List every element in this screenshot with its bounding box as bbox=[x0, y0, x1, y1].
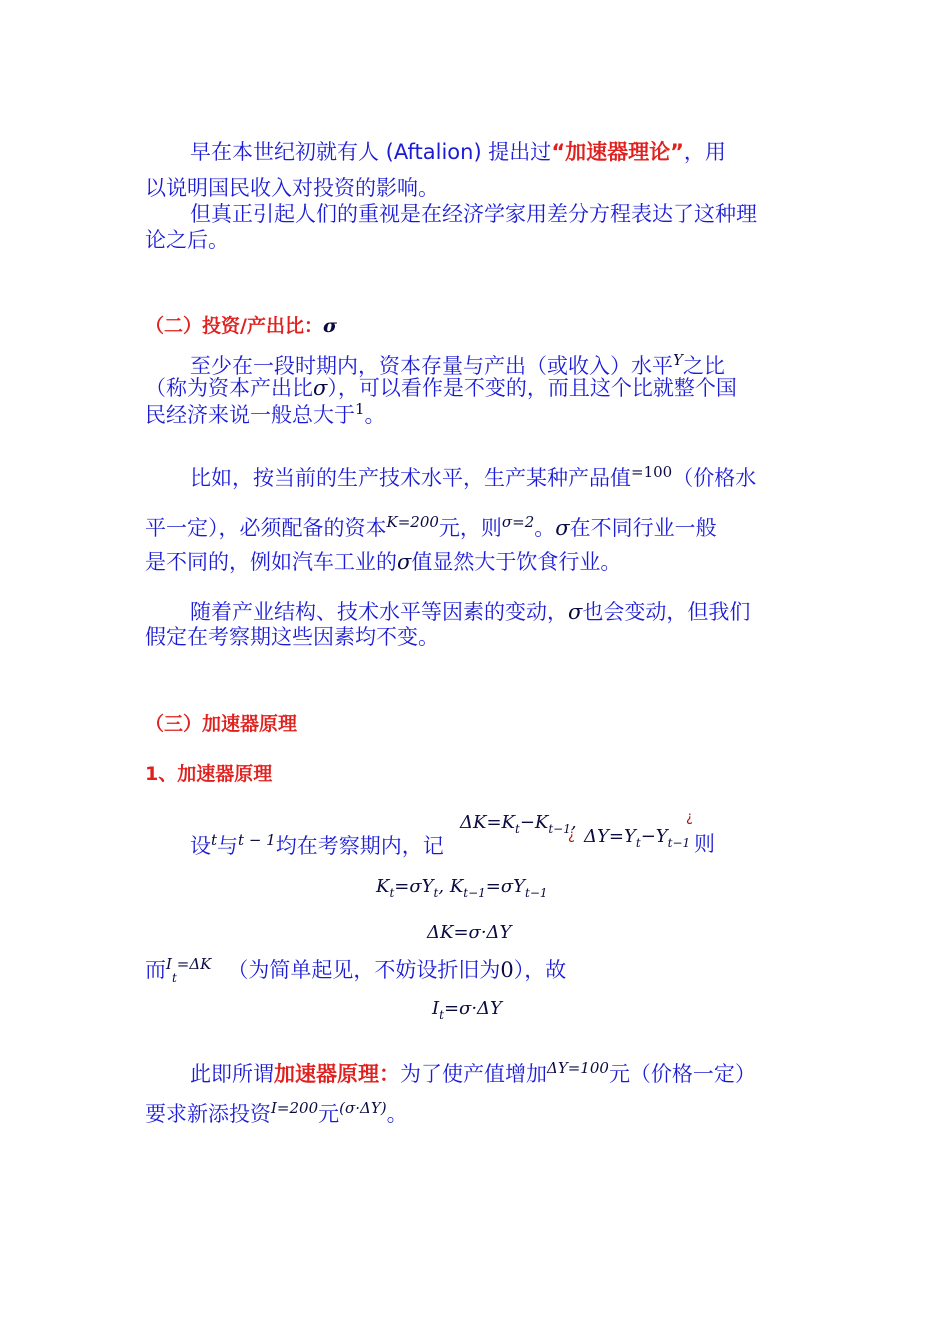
text: （价格水 bbox=[672, 466, 757, 490]
math: =σY bbox=[394, 876, 434, 897]
s2-para-c-line-2: 假定在考察期这些因素均不变。 bbox=[145, 625, 439, 649]
text: 也会变动，但我们 bbox=[582, 600, 751, 624]
text: 设 bbox=[190, 834, 211, 858]
text: 平一定），必须配备的资本 bbox=[145, 516, 387, 540]
delta-y-equation: ΔY=100 bbox=[547, 1059, 609, 1077]
intro-text: 早在本世纪初就有人 (Aftalion) 提出过 bbox=[190, 140, 552, 164]
math: , bbox=[570, 812, 577, 833]
text: 。 bbox=[534, 516, 556, 540]
t-symbol: t bbox=[211, 831, 218, 849]
accelerator-theory-term: “加速器理论” bbox=[551, 140, 684, 164]
subscript: t bbox=[389, 886, 395, 900]
text: 。 bbox=[386, 1102, 408, 1126]
text: 在不同行业一般 bbox=[569, 516, 717, 540]
then-word: 则 bbox=[694, 832, 715, 856]
s3-para-f-line-2 bbox=[145, 1100, 408, 1126]
sigma-symbol: σ bbox=[568, 600, 583, 624]
investment-equation bbox=[432, 998, 502, 1022]
intro-line-4: 论之后。 bbox=[145, 228, 229, 252]
subscript: t−1 bbox=[463, 886, 486, 900]
text: 是不同的，例如汽车工业的 bbox=[145, 550, 397, 574]
y-symbol: Y bbox=[673, 351, 683, 369]
intro-line-3: 但真正引起人们的重视是在经济学家用差分方程表达了这种理 bbox=[190, 202, 757, 226]
text: 随着产业结构、技术水平等因素的变动， bbox=[190, 600, 568, 624]
s2-para-c-line-1 bbox=[190, 600, 750, 624]
garbled-glyph: ¿ bbox=[568, 828, 575, 843]
s3-para-f-line-1 bbox=[190, 1060, 756, 1086]
capital-equation: K=200 bbox=[386, 513, 439, 531]
delta-y-definition bbox=[584, 826, 690, 850]
math: =ΔK bbox=[176, 955, 212, 973]
accelerator-principle-term: 加速器原理： bbox=[274, 1062, 400, 1086]
sigma-equation: σ=2 bbox=[501, 513, 535, 531]
text: 值显然大于饮食行业。 bbox=[411, 550, 622, 574]
math: I bbox=[432, 998, 440, 1019]
subscript: t bbox=[171, 971, 177, 985]
text: 民经济来说一般总大于 bbox=[145, 403, 355, 427]
garbled-glyph: ¿ bbox=[686, 810, 693, 825]
intro-line-1 bbox=[190, 140, 726, 164]
text: 为了使产值增加 bbox=[400, 1062, 547, 1086]
s2-para-a-line-3 bbox=[145, 401, 386, 427]
subscript: t bbox=[439, 1008, 444, 1022]
math: ΔY=Y bbox=[584, 826, 636, 847]
subscript: t bbox=[433, 886, 439, 900]
investment-equation-inline: I=200 bbox=[271, 1099, 319, 1117]
math: =σ·ΔY bbox=[443, 998, 502, 1019]
text: 比如，按当前的生产技术水平，生产某种产品值 bbox=[190, 466, 631, 490]
sigma-symbol: σ bbox=[313, 376, 328, 400]
math: =σY bbox=[485, 876, 526, 897]
text: 此即所谓 bbox=[190, 1062, 274, 1086]
text: 。 bbox=[364, 403, 386, 427]
s3-para-e-line-1 bbox=[145, 956, 566, 986]
section-3-heading: （三）加速器原理 bbox=[145, 713, 298, 735]
text: 元，则 bbox=[438, 516, 502, 540]
s2-para-a-line-2 bbox=[145, 376, 737, 400]
math: −Y bbox=[640, 826, 668, 847]
math: −K bbox=[519, 812, 549, 833]
investment-symbol: I bbox=[166, 955, 172, 973]
text: 要求新添投资 bbox=[145, 1102, 271, 1126]
intro-text-end: ，用 bbox=[683, 140, 726, 164]
text: 元（价格一定） bbox=[608, 1062, 756, 1086]
s2-para-b-line-1 bbox=[190, 464, 756, 490]
value-equation: =100 bbox=[631, 463, 673, 481]
text: 而 bbox=[145, 958, 166, 982]
text: ），故 bbox=[513, 958, 567, 982]
text: （为简单起见，不妨设折旧为 bbox=[227, 958, 501, 982]
subscript: t−1 bbox=[525, 886, 548, 900]
text: 之比 bbox=[682, 354, 725, 378]
subscript: t bbox=[514, 822, 520, 836]
sigma-symbol: σ bbox=[555, 516, 570, 540]
intro-line-2: 以说明国民收入对投资的影响。 bbox=[145, 176, 439, 200]
one-symbol: 1 bbox=[355, 400, 365, 418]
s3-para-d-line-1 bbox=[190, 832, 444, 858]
subscript: t−1 bbox=[667, 836, 691, 850]
text: （称为资本产出比 bbox=[145, 376, 313, 400]
subscript: t−1 bbox=[548, 822, 571, 836]
text: 元 bbox=[318, 1102, 340, 1126]
math: ΔK=K bbox=[460, 812, 515, 833]
math: ΔK=σ·ΔY bbox=[427, 922, 512, 943]
math: , K bbox=[438, 876, 464, 897]
sigma-symbol: σ bbox=[322, 315, 337, 337]
capital-output-equations bbox=[376, 876, 548, 900]
t-minus-1-symbol: t − 1 bbox=[238, 831, 276, 849]
text: 与 bbox=[217, 834, 239, 858]
s2-para-b-line-2 bbox=[145, 514, 717, 540]
delta-k-equation bbox=[427, 922, 511, 943]
s2-para-a-line-1 bbox=[190, 352, 725, 378]
section-2-heading-text: （二）投资/产出比： bbox=[145, 315, 323, 337]
text: 至少在一段时期内，资本存量与产出（或收入）水平 bbox=[190, 354, 673, 378]
text: ），可以看作是不变的，而且这个比就整个国 bbox=[327, 376, 737, 400]
subscript: t bbox=[635, 836, 641, 850]
subsection-1-heading: 1、加速器原理 bbox=[145, 763, 273, 785]
sigma-symbol: σ bbox=[397, 550, 412, 574]
s2-para-b-line-3 bbox=[145, 550, 621, 574]
section-2-heading bbox=[145, 316, 337, 338]
math: (σ·ΔY) bbox=[339, 1099, 387, 1117]
delta-k-definition bbox=[460, 812, 577, 836]
zero-symbol: 0 bbox=[500, 958, 514, 982]
text: 均在考察期内，记 bbox=[275, 834, 444, 858]
math: K bbox=[376, 876, 390, 897]
